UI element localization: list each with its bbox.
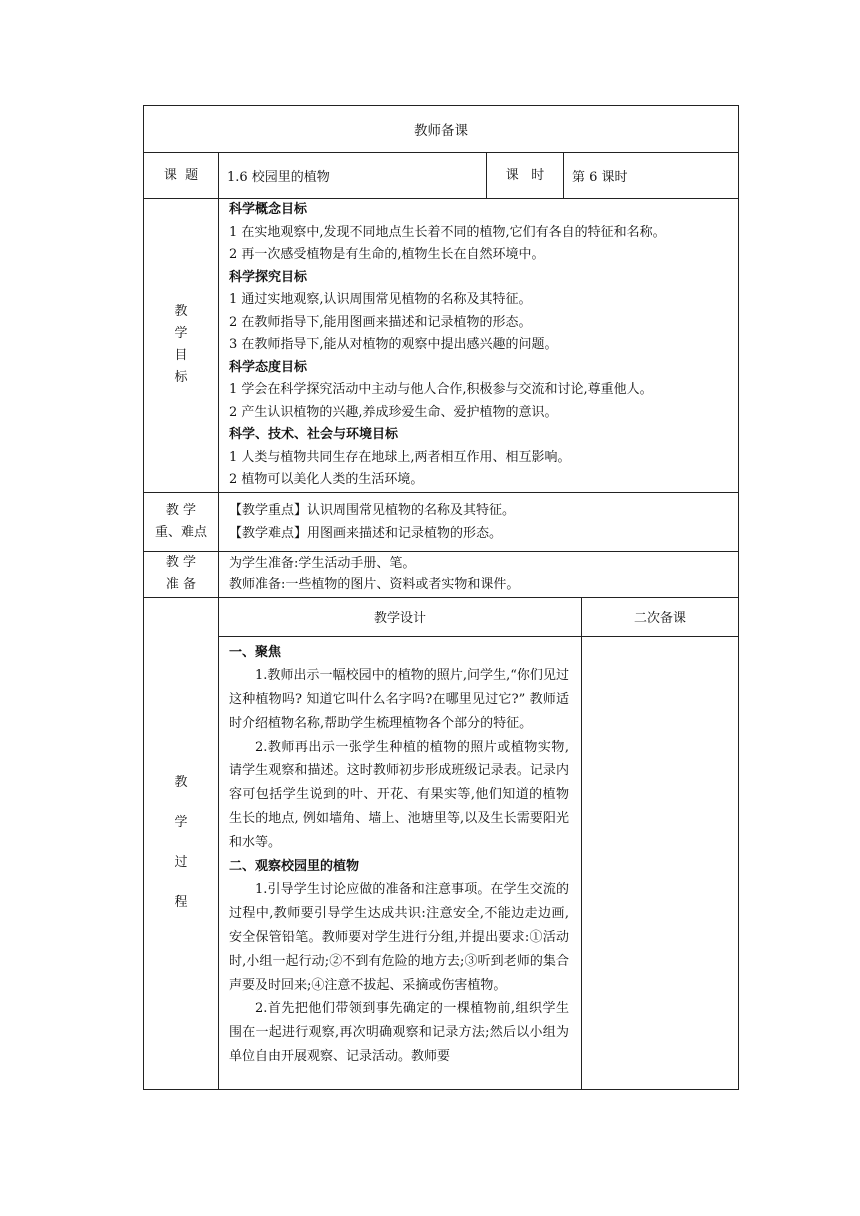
- design-paragraph: 2.首先把他们带领到事先确定的一棵植物前,组织学生围在一起进行观察,再次明确观察和记录方法;然后以小组为单位自由开展观察、记录活动。教师要: [229, 1001, 569, 1065]
- goals-label: [144, 199, 219, 493]
- document-title: 教师备课: [144, 106, 739, 153]
- preparation-label: [144, 551, 219, 597]
- preparation-label-line: 准 备: [165, 577, 197, 592]
- design-paragraph: 1.引导学生讨论应做的准备和注意事项。在学生交流的过程中,教师要引导学生达成共识:注意安全,不能边走边画, 安全保管铅笔。教师要对学生进行分组,并提出要求:①活动时,小组一起行动;②不到有危险的地方去;③听到老师的集合声要及时回来;④注意不拔起、采摘或伤害植物。: [229, 882, 569, 993]
- goal-item: 2 植物可以美化人类的生活环境。: [229, 472, 424, 487]
- goal-item: 1 在实地观察中,发现不同地点生长着不同的植物,它们有各自的特征和名称。: [229, 224, 666, 240]
- design-header: 教学设计: [219, 597, 582, 636]
- goal-item: 2 再一次感受植物是有生命的,植物生长在自然环境中。: [229, 247, 545, 262]
- goals-label-char: 学: [174, 326, 188, 342]
- key-points-label: [144, 492, 219, 551]
- teacher-preparation: 教师准备:一些植物的图片、资料或者实物和课件。: [229, 577, 520, 592]
- key-points-content: [219, 492, 739, 551]
- process-label: [144, 597, 219, 1089]
- secondary-header: 二次备课: [582, 597, 739, 636]
- goals-label-char: 目: [174, 348, 188, 364]
- goal-item: 1 通过实地观察,认识周围常见植物的名称及其特征。: [229, 292, 532, 307]
- goal-heading-concept: 科学概念目标: [229, 202, 308, 217]
- goal-item: 3 在教师指导下,能从对植物的观察中提出感兴趣的问题。: [229, 337, 558, 352]
- section-heading-focus: 一、聚焦: [229, 644, 282, 660]
- preparation-content: [219, 551, 739, 597]
- goal-heading-stse: 科学、技术、社会与环境目标: [229, 427, 399, 442]
- design-paragraph: 1.教师出示一幅校园中的植物的照片,问学生,“你们见过这种植物吗? 知道它叫什么名字吗?在哪里见过它?” 教师适时介绍植物名称,帮助学生梳理植物各个部分的特征。: [229, 668, 569, 731]
- design-content: [219, 636, 582, 1089]
- lesson-plan-table: [143, 105, 739, 1090]
- key-points-label-line: 重、难点: [154, 524, 207, 540]
- period-label: 课 时: [487, 153, 564, 199]
- key-points-label-line: 教 学: [165, 502, 197, 518]
- teaching-focus: 【教学重点】认识周围常见植物的名称及其特征。: [229, 502, 516, 518]
- process-label-char: 教: [174, 775, 188, 790]
- teaching-difficulty: 【教学难点】用图画来描述和记录植物的形态。: [229, 525, 503, 541]
- process-label-char: 学: [174, 815, 188, 830]
- goals-content: [219, 199, 739, 493]
- goals-label-char: 标: [174, 370, 188, 386]
- goal-item: 2 产生认识植物的兴趣,养成珍爱生命、爱护植物的意识。: [229, 404, 558, 420]
- goal-heading-attitude: 科学态度目标: [229, 359, 308, 375]
- topic-value: 1.6 校园里的植物: [219, 153, 487, 199]
- secondary-content: [582, 636, 739, 1089]
- topic-label: 课 题: [144, 153, 219, 199]
- goal-heading-inquiry: 科学探究目标: [229, 269, 308, 285]
- preparation-label-line: 教 学: [165, 555, 197, 570]
- section-heading-observe: 二、观察校园里的植物: [229, 858, 360, 874]
- process-label-char: 过: [174, 855, 188, 870]
- process-label-char: 程: [174, 895, 188, 910]
- goal-item: 1 学会在科学探究活动中主动与他人合作,积极参与交流和讨论,尊重他人。: [229, 382, 653, 397]
- goal-item: 1 人类与植物共同生存在地球上,两者相互作用、相互影响。: [229, 449, 571, 465]
- goal-item: 2 在教师指导下,能用图画来描述和记录植物的形态。: [229, 314, 532, 330]
- student-preparation: 为学生准备:学生活动手册、笔。: [229, 556, 416, 571]
- design-paragraph: 2.教师再出示一张学生种植的植物的照片或植物实物,请学生观察和描述。这时教师初步形成班级记录表。记录内容可包括学生说到的叶、开花、有果实等,他们知道的植物生长的地点, 例如墙角、墙上、池塘里等,以及生长需要阳光和水等。: [229, 739, 569, 850]
- goals-label-char: 教: [174, 304, 188, 320]
- period-value: 第 6 课时: [564, 153, 739, 199]
